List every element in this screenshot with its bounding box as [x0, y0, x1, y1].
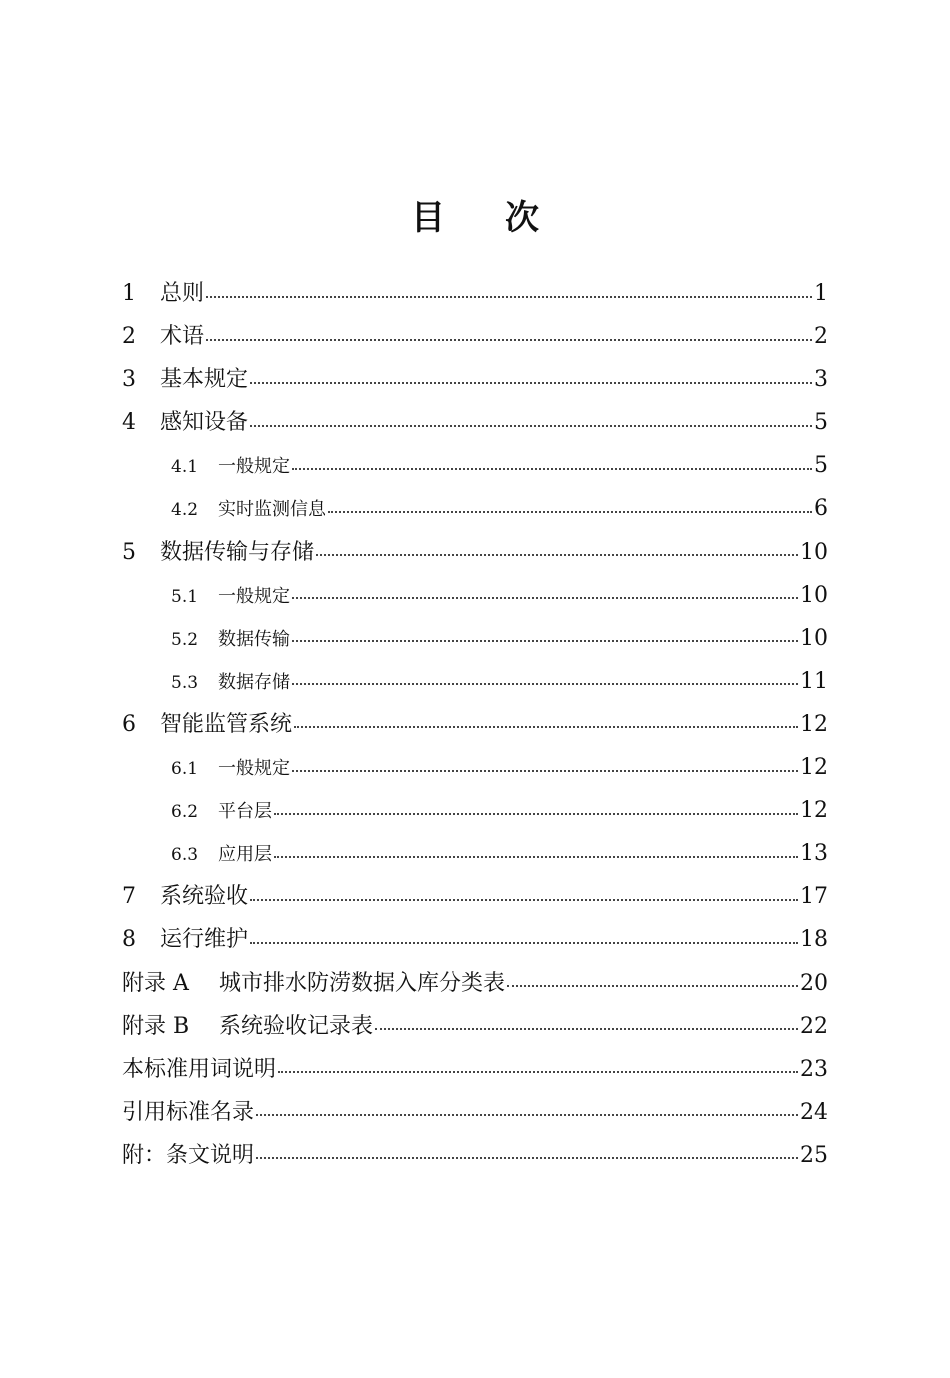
dot-leader [274, 856, 798, 858]
toc-entry[interactable] [122, 574, 828, 617]
toc-entry-page-number: 5 [814, 453, 828, 479]
toc-entry-title: 一般规定 [218, 758, 290, 780]
toc-entry-number: 4.1 [171, 457, 199, 478]
dot-leader [328, 511, 812, 513]
toc-entry-page-number: 12 [800, 755, 828, 781]
toc-entry-page-number: 12 [800, 711, 828, 737]
toc-entry[interactable] [122, 875, 828, 918]
toc-entry-page-number: 20 [800, 970, 828, 996]
toc-entry-number: 6 [122, 711, 136, 737]
dot-leader [206, 339, 812, 341]
toc-entry-title: 应用层 [218, 844, 272, 866]
toc-entry[interactable] [122, 1091, 828, 1134]
toc-entry-title: 一般规定 [218, 585, 290, 607]
toc-entry-page-number: 17 [800, 884, 828, 910]
toc-entry-page-number: 23 [800, 1056, 828, 1082]
dot-leader [292, 468, 812, 470]
toc-entry-number: 5.2 [171, 629, 199, 650]
toc-entry-title: 附：条文说明 [122, 1142, 255, 1168]
toc-entry[interactable] [122, 401, 828, 444]
toc-entry-page-number: 12 [800, 798, 828, 824]
toc-entry[interactable] [122, 315, 828, 358]
toc-entry-title: 数据传输 [218, 628, 290, 650]
toc-entry-title: 术语 [160, 324, 205, 350]
toc-entry-page-number: 2 [814, 324, 828, 350]
toc-entry-number: 附录 A [122, 970, 189, 996]
dot-leader [278, 1071, 798, 1073]
toc-entry-page-number: 18 [800, 927, 828, 953]
toc-entry[interactable] [122, 617, 828, 660]
toc-entry-title: 总则 [160, 281, 205, 306]
toc-entry-page-number: 5 [814, 410, 828, 436]
toc-entry-number: 3 [122, 367, 136, 393]
toc-entry-title: 数据传输与存储 [160, 539, 315, 565]
dot-leader [316, 554, 798, 556]
dot-leader [292, 770, 798, 772]
dot-leader [292, 597, 798, 599]
toc-entry[interactable] [122, 1134, 828, 1177]
toc-entry[interactable] [122, 1048, 828, 1091]
dot-leader [294, 726, 798, 728]
toc-entry[interactable] [122, 531, 828, 574]
toc-entry-title: 系统验收记录表 [219, 1013, 374, 1039]
dot-leader [256, 1157, 798, 1159]
toc-entry[interactable] [122, 962, 828, 1005]
toc-entry-number: 2 [122, 324, 136, 350]
toc-entry-title: 一般规定 [218, 456, 290, 478]
title-part-1: 目 [411, 198, 445, 238]
toc-entry-title: 城市排水防涝数据入库分类表 [219, 970, 506, 996]
toc-entry-page-number: 1 [814, 281, 828, 306]
toc-entry-number: 5.1 [171, 586, 199, 607]
toc-entry-number: 5 [122, 539, 136, 565]
toc-entry-title: 系统验收 [160, 884, 249, 910]
toc-entry-number: 附录 B [122, 1013, 190, 1039]
toc-entry-page-number: 13 [800, 841, 828, 867]
dot-leader [292, 683, 798, 685]
dot-leader [375, 1028, 798, 1030]
table-of-contents [122, 272, 828, 1177]
dot-leader [507, 985, 798, 987]
toc-entry[interactable] [122, 272, 828, 315]
toc-entry-title: 基本规定 [160, 367, 249, 393]
dot-leader [250, 899, 798, 901]
toc-entry[interactable] [122, 660, 828, 703]
toc-entry-number: 8 [122, 927, 136, 953]
dot-leader [274, 813, 798, 815]
toc-entry-page-number: 11 [800, 668, 828, 694]
toc-entry-page-number: 3 [814, 367, 828, 393]
toc-entry-number: 7 [122, 884, 136, 910]
toc-entry-page-number: 10 [800, 582, 828, 608]
toc-entry[interactable] [122, 918, 828, 961]
toc-entry-title: 感知设备 [160, 410, 249, 436]
toc-entry[interactable] [122, 746, 828, 789]
toc-entry-number: 6.3 [171, 845, 199, 866]
dot-leader [256, 1114, 798, 1116]
toc-entry-page-number: 10 [800, 625, 828, 651]
dot-leader [250, 425, 812, 427]
toc-entry-page-number: 6 [814, 496, 828, 522]
dot-leader [250, 382, 812, 384]
title-part-2: 次 [505, 198, 539, 238]
toc-entry-title: 运行维护 [160, 927, 249, 953]
toc-entry[interactable] [122, 487, 828, 530]
toc-entry-page-number: 10 [800, 539, 828, 565]
toc-entry[interactable] [122, 358, 828, 401]
toc-entry[interactable] [122, 1005, 828, 1048]
toc-entry-page-number: 25 [800, 1142, 828, 1168]
toc-entry-page-number: 24 [800, 1099, 828, 1125]
toc-entry[interactable] [122, 703, 828, 746]
toc-entry-title: 平台层 [218, 801, 272, 823]
toc-entry-title: 本标准用词说明 [122, 1056, 277, 1082]
toc-entry[interactable] [122, 832, 828, 875]
toc-entry-number: 1 [122, 281, 136, 306]
toc-entry-page-number: 22 [800, 1013, 828, 1039]
toc-entry[interactable] [122, 789, 828, 832]
toc-entry-number: 4 [122, 410, 136, 436]
toc-entry-number: 5.3 [171, 672, 199, 693]
page-title [0, 190, 950, 239]
toc-entry-number: 6.2 [171, 802, 199, 823]
toc-entry-title: 引用标准名录 [122, 1099, 255, 1125]
dot-leader [292, 640, 798, 642]
toc-entry[interactable] [122, 444, 828, 487]
toc-entry-title: 数据存储 [218, 671, 290, 693]
toc-entry-number: 6.1 [171, 759, 199, 780]
dot-leader [250, 942, 798, 944]
toc-entry-title: 实时监测信息 [218, 499, 326, 521]
dot-leader [206, 296, 812, 298]
toc-entry-title: 智能监管系统 [160, 711, 293, 737]
toc-entry-number: 4.2 [171, 500, 199, 521]
